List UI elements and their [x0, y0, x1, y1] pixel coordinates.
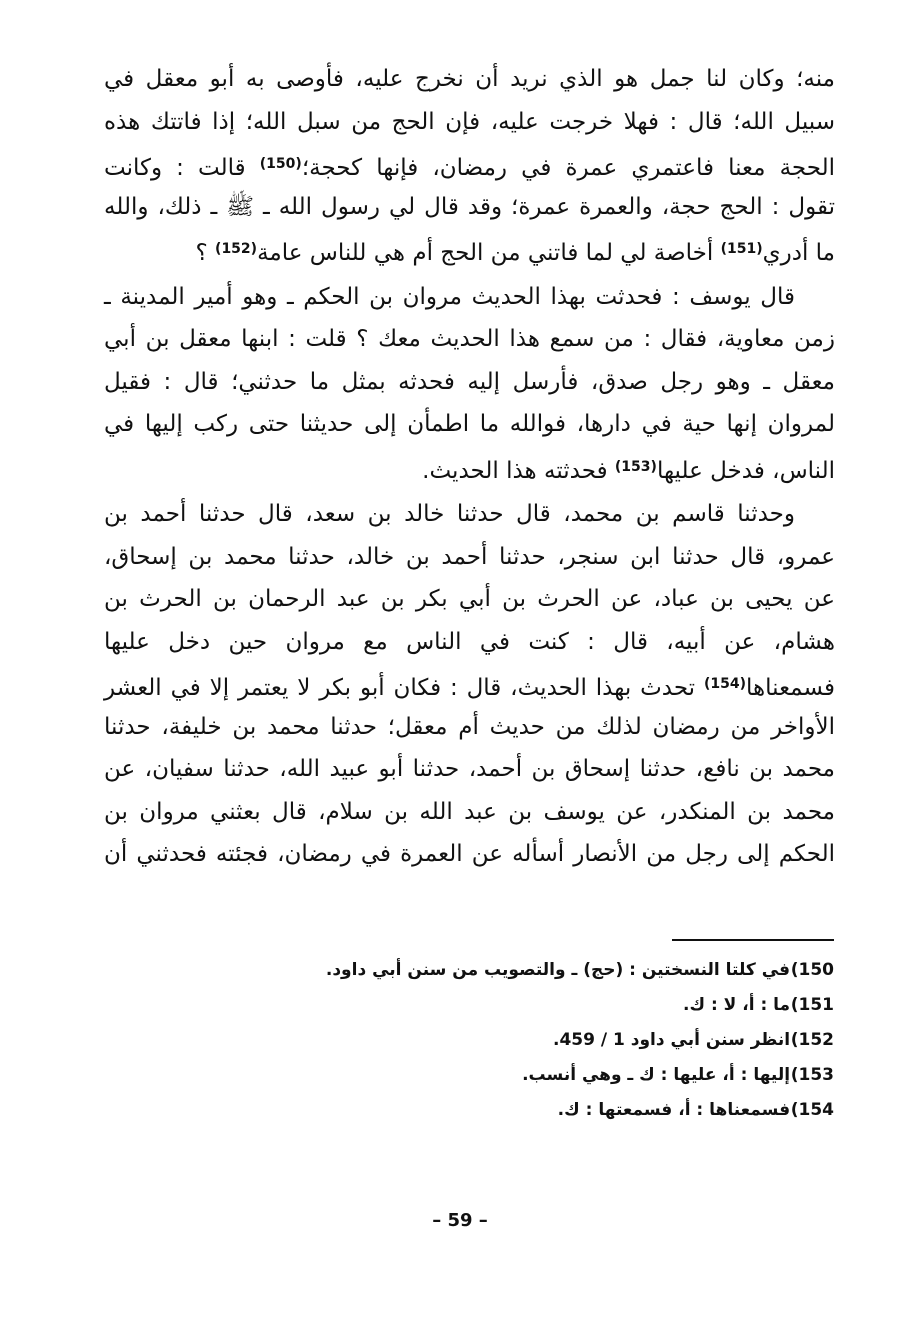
footnote-separator: [672, 939, 834, 941]
text-run: ؟: [195, 240, 216, 266]
footnote-number: 154): [790, 1100, 834, 1120]
footnote: [300, 988, 834, 1023]
text-run: فحدثته هذا الحديث.: [422, 457, 615, 484]
text-line: الحكم إلى رجل من الأنصار أسأله عن العمرة في رمضان، فجئته فحدثني أن: [104, 841, 835, 867]
footnote-ref: (152): [215, 241, 258, 257]
text-line: هشام، عن أبيه، قال : كنت في الناس مع مروان حين دخل عليها: [104, 628, 835, 655]
text-run: فسمعناها: [746, 675, 835, 701]
footnote-number: 152): [790, 1030, 834, 1050]
text-line: وحدثنا قاسم بن محمد، قال حدثنا خالد بن سعد، قال حدثنا أحمد بن: [104, 501, 795, 527]
footnote: [300, 1093, 834, 1128]
footnote: [300, 1058, 834, 1093]
text-run: الحجة معنا فاعتمري عمرة في رمضان، فإنها كحجة؛: [301, 155, 836, 181]
text-line: عن يحيى بن عباد، عن الحرث بن أبي بكر بن عبد الرحمان بن الحرث بن: [104, 586, 835, 612]
footnote-ref: (154): [703, 676, 746, 692]
text-run: ما أدري: [762, 240, 835, 266]
text-line: عمرو، قال حدثنا ابن سنجر، حدثنا أحمد بن خالد، حدثنا محمد بن إسحاق،: [104, 543, 835, 570]
text-line: الأواخر من رمضان لذلك من حديث أم معقل؛ حدثنا محمد بن خليفة، حدثنا: [104, 713, 835, 740]
text-run: تحدث بهذا الحديث، قال : فكان أبو بكر لا يعتمر إلا في العشر: [104, 675, 704, 701]
footnote-ref: (150): [259, 156, 302, 172]
text-line: سبيل الله؛ قال : فهلا خرجت عليه، فإن الحج من سبل الله؛ إذا فاتتك هذه: [104, 108, 835, 135]
text-line: [104, 228, 835, 271]
text-line: زمن معاوية، فقال : من سمع هذا الحديث معك ؟ قلت : ابنها معقل بن أبي: [104, 326, 835, 352]
text-line: [104, 446, 835, 489]
text-line: معقل ـ وهو رجل صدق، فأرسل إليه فحدثه بمثل ما حدثني؛ قال : فقيل: [104, 368, 835, 395]
footnote-text: فسمعناها : أ، فسمعتها : ك.: [557, 1100, 791, 1120]
main-text: [104, 58, 835, 876]
text-line: قال يوسف : فحدثت بهذا الحديث مروان بن الحكم ـ وهو أمير المدينة ـ: [104, 283, 795, 310]
text-run: الناس، فدخل عليها: [656, 457, 835, 484]
text-run: أخاصة لي لما فاتني من الحج أم هي للناس عامة: [257, 240, 721, 266]
footnote-number: 150): [790, 960, 834, 980]
footnotes: [300, 953, 834, 1128]
footnote-text: في كلتا النسختين : (حج) ـ والتصويب من سنن أبي داود.: [325, 960, 791, 980]
text-line: [104, 663, 835, 706]
footnote-text: انظر سنن أبي داود 1 / 459.: [552, 1030, 791, 1050]
text-line: [104, 143, 835, 186]
text-line: محمد بن نافع، حدثنا إسحاق بن أحمد، حدثنا أبو عبيد الله، حدثنا سفيان، عن: [104, 756, 835, 782]
text-line: تقول : الحج حجة، والعمرة عمرة؛ وقد قال لي رسول الله ـ ﷺ ـ ذلك، والله: [104, 193, 835, 220]
footnote-text: إليها : أ، عليها : ك ـ وهي أنسب.: [522, 1065, 791, 1085]
footnote-ref: (153): [614, 458, 657, 475]
text-line: محمد بن المنكدر، عن يوسف بن عبد الله بن سلام، قال بعثني مروان بن: [104, 798, 835, 825]
text-line: منه؛ وكان لنا جمل هو الذي نريد أن نخرج عليه، فأوصى به أبو معقل في: [104, 66, 835, 92]
footnote-ref: (151): [720, 241, 763, 257]
footnote-text: ما : أ، لا : ك.: [682, 995, 791, 1015]
page-number: – 59 –: [432, 1210, 488, 1231]
text-line: لمروان إنها حية في دارها، فوالله ما اطمأن إلى حديثنا حتى ركب إليها في: [104, 411, 835, 437]
footnote-number: 151): [790, 995, 834, 1015]
footnote-number: 153): [790, 1065, 834, 1085]
footnote: [300, 1023, 834, 1058]
text-run: قالت : وكانت: [104, 155, 260, 181]
footnote: [300, 953, 834, 988]
